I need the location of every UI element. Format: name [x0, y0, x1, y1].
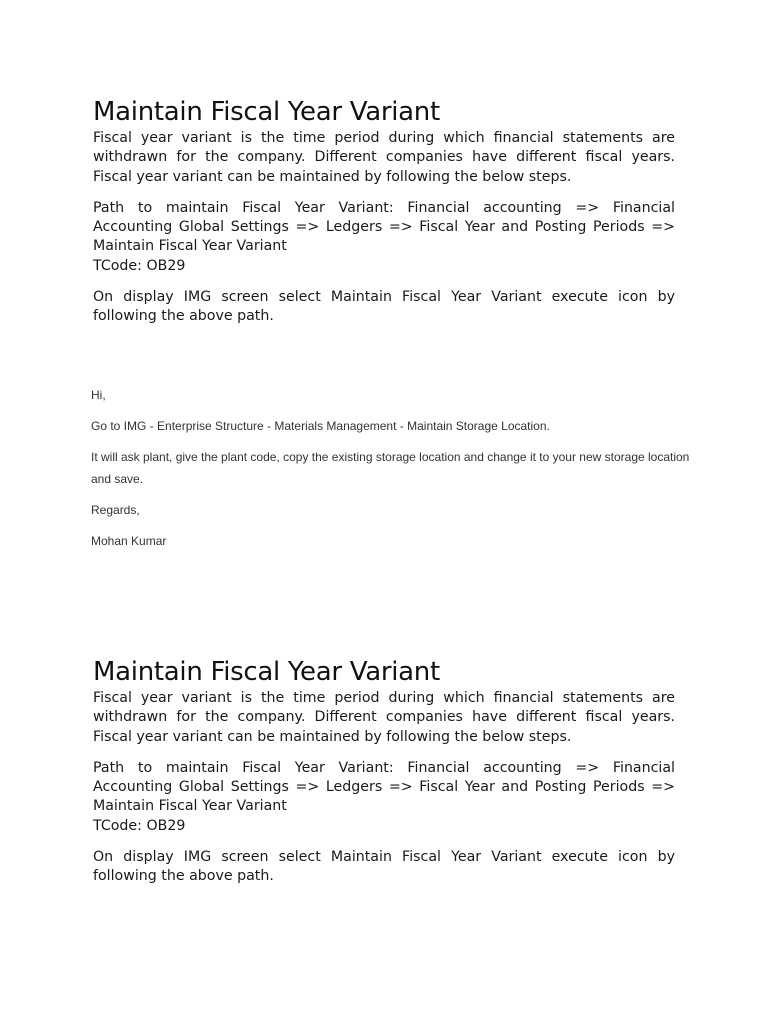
tcode-text: TCode: OB29 — [93, 817, 186, 834]
section-title: Maintain Fiscal Year Variant — [93, 97, 440, 127]
email-line-1: Go to IMG - Enterprise Structure - Materials Management - Maintain Storage Location. — [91, 419, 550, 433]
path-paragraph — [93, 759, 675, 836]
email-reply — [91, 384, 691, 561]
fiscal-year-section-2 — [93, 657, 675, 887]
email-greeting: Hi, — [91, 388, 106, 402]
intro-paragraph: Fiscal year variant is the time period during which financial statements are withdrawn for the company. Different companies have different fiscal years. Fiscal year variant can be maintained by following the below steps. — [93, 130, 675, 185]
path-paragraph — [93, 199, 675, 276]
email-line-2: It will ask plant, give the plant code, copy the existing storage location and change it to your new storage location and save. — [91, 450, 690, 486]
section-title: Maintain Fiscal Year Variant — [93, 657, 440, 687]
display-paragraph: On display IMG screen select Maintain Fiscal Year Variant execute icon by following the above path. — [93, 289, 675, 325]
email-regards: Regards, — [91, 503, 140, 517]
path-text: Path to maintain Fiscal Year Variant: Financial accounting => Financial Accounting Global Settings => Ledgers => Fiscal Year and Posting Periods => Maintain Fiscal Year Variant — [93, 759, 675, 815]
intro-paragraph: Fiscal year variant is the time period during which financial statements are withdrawn for the company. Different companies have different fiscal years. Fiscal year variant can be maintained by following the below steps. — [93, 690, 675, 745]
path-text: Path to maintain Fiscal Year Variant: Financial accounting => Financial Accounting Global Settings => Ledgers => Fiscal Year and Posting Periods => Maintain Fiscal Year Variant — [93, 199, 675, 255]
tcode-text: TCode: OB29 — [93, 257, 186, 274]
display-paragraph: On display IMG screen select Maintain Fiscal Year Variant execute icon by following the above path. — [93, 849, 675, 885]
email-signature: Mohan Kumar — [91, 534, 167, 548]
fiscal-year-section-1 — [93, 97, 675, 327]
